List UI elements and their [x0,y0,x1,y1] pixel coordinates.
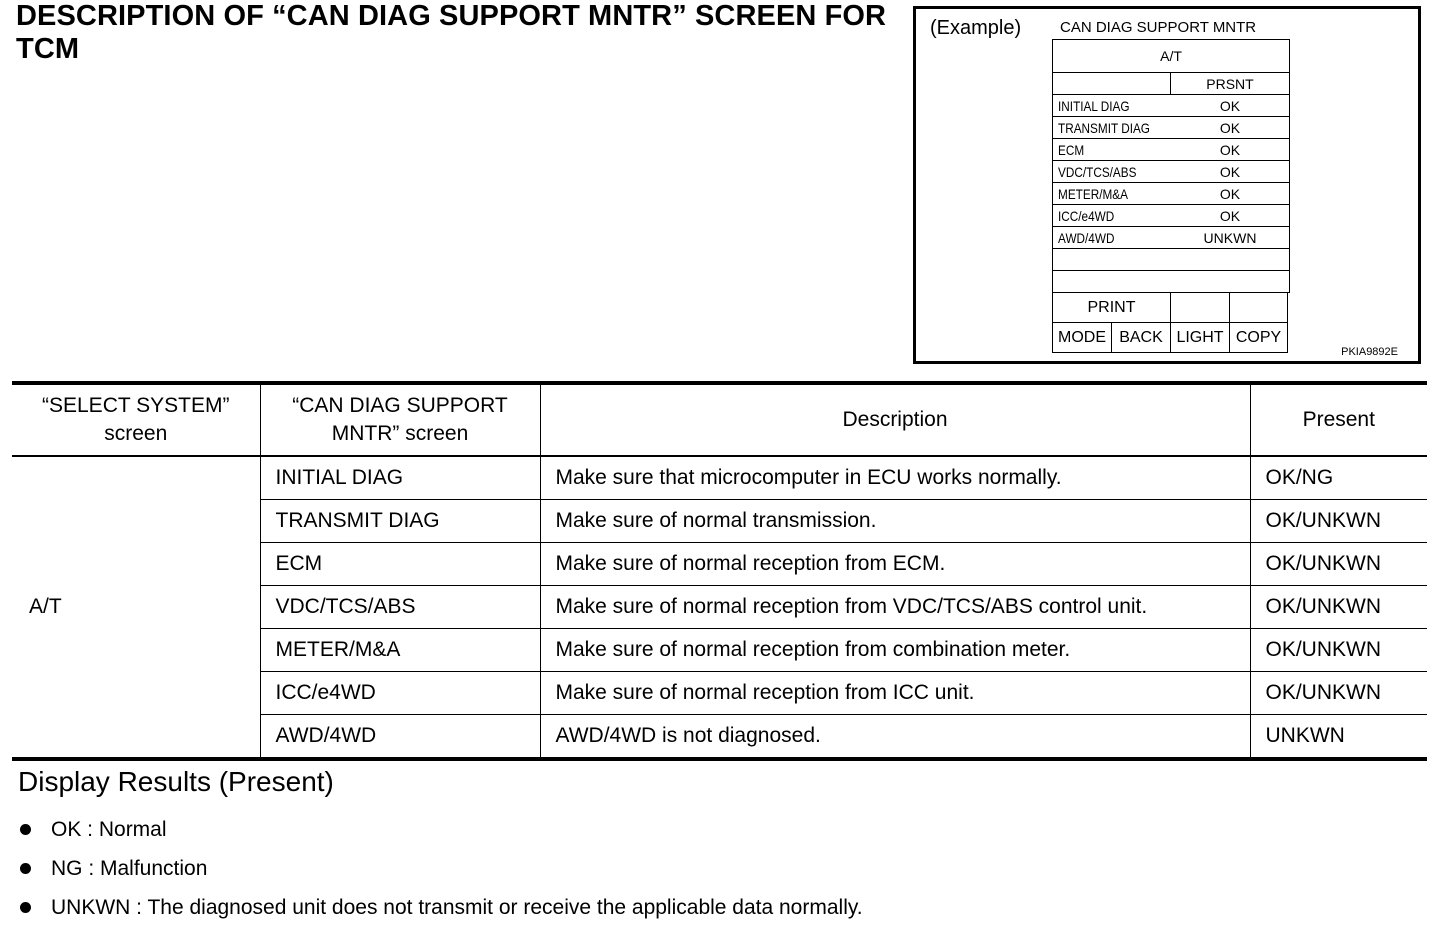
present-cell: OK/UNKWN [1250,586,1427,629]
item-cell: METER/M&A [260,629,540,672]
description-cell: Make sure of normal reception from VDC/TCS/ABS control unit. [540,586,1250,629]
blank-button[interactable] [1170,293,1229,323]
present-cell: UNKWN [1250,715,1427,760]
screen-row [1052,227,1290,249]
header-can-diag: “CAN DIAG SUPPORT MNTR” screen [260,383,540,456]
consult-screen [1052,15,1290,353]
bullet-icon [20,902,31,913]
table-header-row [12,383,1427,456]
present-cell: OK/UNKWN [1250,500,1427,543]
screen-row-item: ICC/e4WD [1058,207,1115,224]
screen-empty-row [1052,249,1290,271]
screen-empty-row [1052,271,1290,293]
screen-row-value: OK [1219,185,1241,202]
page-title: DESCRIPTION OF “CAN DIAG SUPPORT MNTR” SCREEN FOR TCM [16,0,887,65]
present-cell: OK/UNKWN [1250,543,1427,586]
description-cell: Make sure that microcomputer in ECU works normally. [540,456,1250,500]
table-body [12,456,1427,759]
header-description: Description [540,383,1250,456]
item-cell: AWD/4WD [260,715,540,760]
screen-row-item: TRANSMIT DIAG [1058,119,1150,136]
bullet-icon [20,863,31,874]
results-title: Display Results (Present) [18,766,334,797]
screen-row [1052,183,1290,205]
screen-row [1052,139,1290,161]
figure-code: PKIA9892E [1341,346,1398,358]
screen-title: CAN DIAG SUPPORT MNTR [1060,19,1257,36]
table-row [12,456,1427,500]
screen-row-item: METER/M&A [1058,185,1128,202]
screen-row-value: OK [1219,141,1241,158]
screen-row [1052,95,1290,117]
list-item-text: NG : Malfunction [51,856,208,880]
results-list [18,810,863,927]
screen-row-value: OK [1219,119,1241,136]
header-present: Present [1250,383,1427,456]
item-cell: ICC/e4WD [260,672,540,715]
description-cell: Make sure of normal reception from ECM. [540,543,1250,586]
list-item [18,810,863,849]
screen-row-item: AWD/4WD [1058,229,1115,246]
item-cell: TRANSMIT DIAG [260,500,540,543]
screen-row-value: UNKWN [1203,229,1257,246]
header-select-system: “SELECT SYSTEM” screen [12,383,260,456]
screen-row-value: OK [1219,163,1241,180]
screen-header-row [1052,73,1290,95]
light-button[interactable]: LIGHT [1170,323,1229,353]
screen-row [1052,161,1290,183]
copy-button[interactable]: COPY [1229,323,1288,353]
mode-button[interactable]: MODE [1052,323,1111,353]
item-cell: VDC/TCS/ABS [260,586,540,629]
example-screen-figure [913,6,1421,364]
back-button[interactable]: BACK [1111,323,1170,353]
list-item [18,849,863,888]
screen-row-item: ECM [1058,141,1085,158]
screen-button-grid [1052,293,1290,353]
description-cell: Make sure of normal transmission. [540,500,1250,543]
bullet-icon [20,824,31,835]
list-item-text: OK : Normal [51,817,167,841]
present-cell: OK/UNKWN [1250,672,1427,715]
screen-row [1052,117,1290,139]
screen-column-header: PRSNT [1206,75,1254,92]
present-cell: OK/NG [1250,456,1427,500]
item-cell: INITIAL DIAG [260,456,540,500]
list-item [18,888,863,927]
list-item-text: UNKWN : The diagnosed unit does not transmit or receive the applicable data normally. [51,895,863,919]
screen-row-value: OK [1219,207,1241,224]
item-cell: ECM [260,543,540,586]
system-cell: A/T [29,595,62,618]
screen-row-item: VDC/TCS/ABS [1058,163,1137,180]
can-diag-table [12,381,1427,761]
description-cell: AWD/4WD is not diagnosed. [540,715,1250,760]
screen-system: A/T [1160,48,1182,64]
description-cell: Make sure of normal reception from ICC unit. [540,672,1250,715]
description-cell: Make sure of normal reception from combination meter. [540,629,1250,672]
example-label: (Example) [930,17,1022,39]
blank-button[interactable] [1229,293,1288,323]
screen-row [1052,205,1290,227]
screen-row-item: INITIAL DIAG [1058,97,1130,114]
screen-rows [1052,95,1290,249]
screen-system-row [1052,39,1290,73]
screen-header-blank [1053,73,1171,94]
present-cell: OK/UNKWN [1250,629,1427,672]
screen-row-value: OK [1219,97,1241,114]
print-button[interactable]: PRINT [1052,293,1170,323]
